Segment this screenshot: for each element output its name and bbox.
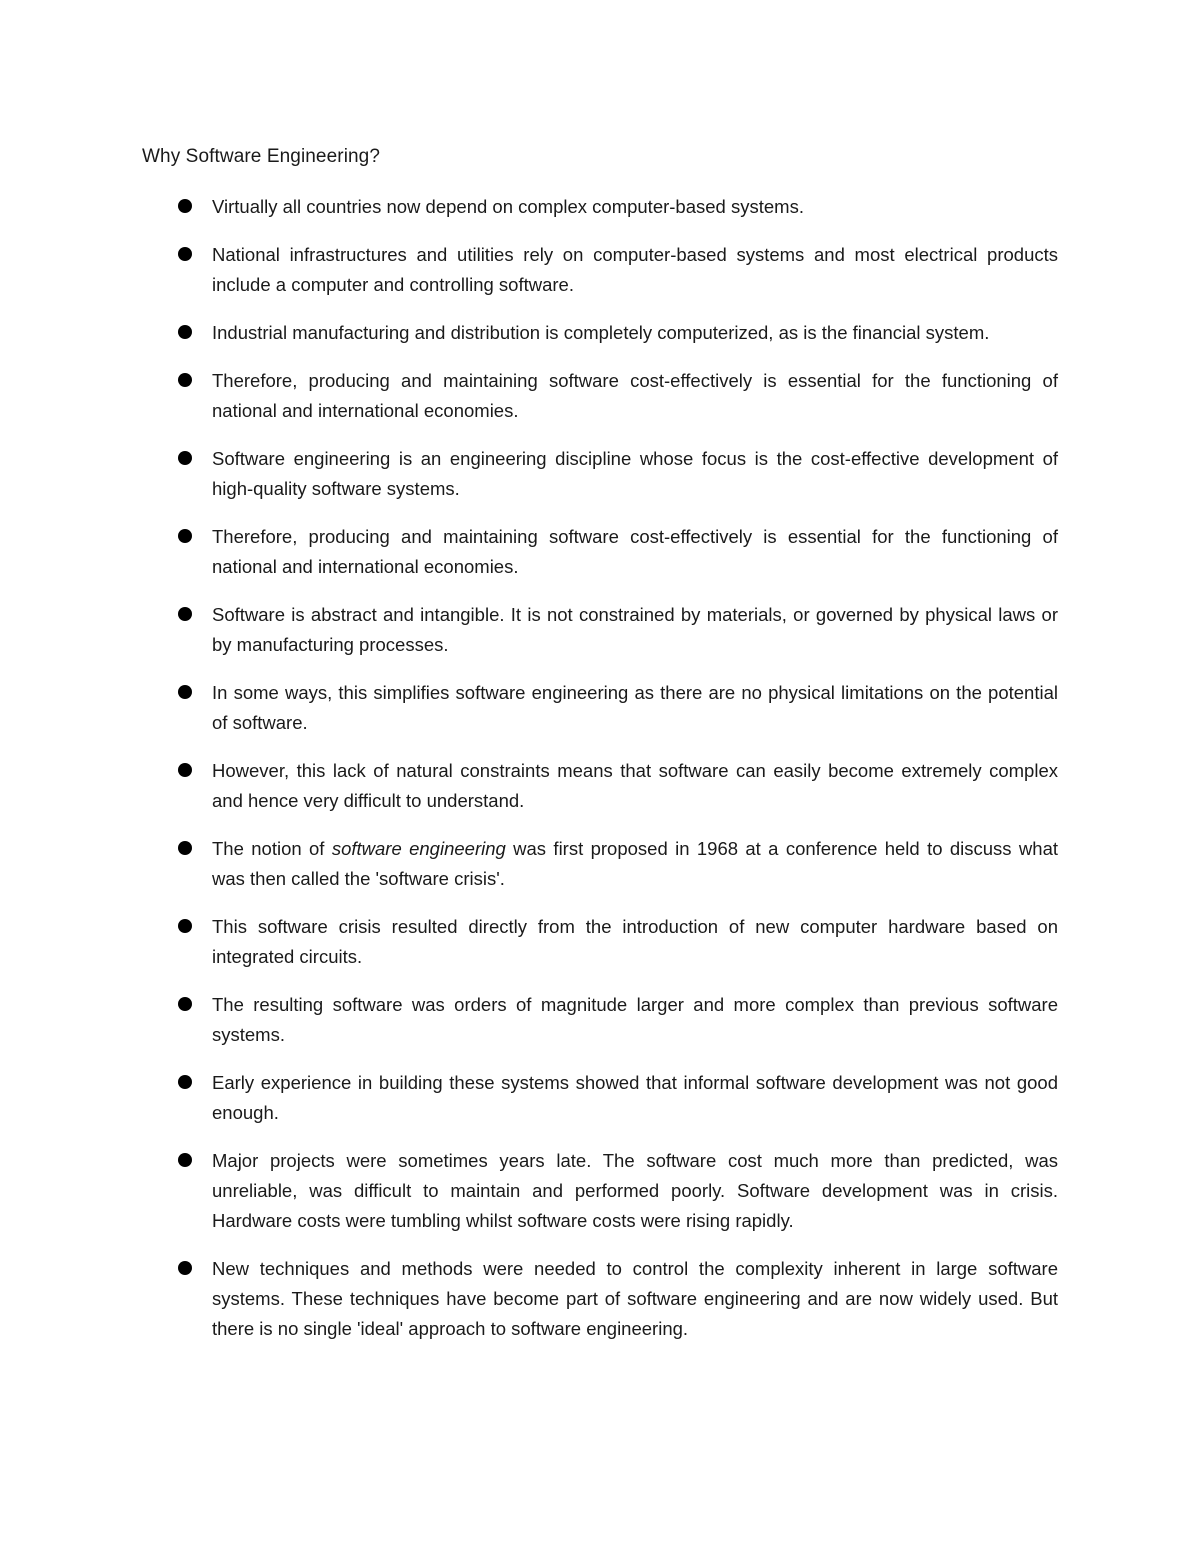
- bullet-text: Early experience in building these systems showed that informal software development was not good enough.: [212, 1072, 1058, 1123]
- bullet-text: In some ways, this simplifies software engineering as there are no physical limitations on the potential of software.: [212, 682, 1058, 733]
- list-item: [142, 756, 1058, 816]
- list-item: [142, 600, 1058, 660]
- bullet-text: Major projects were sometimes years late. The software cost much more than predicted, was unreliable, was difficult to maintain and performed poorly. Software development was in crisis. Hardware costs were tumbling whilst software costs were rising rapidly.: [212, 1150, 1058, 1231]
- list-item: [142, 678, 1058, 738]
- list-item: [142, 834, 1058, 894]
- bullet-text: [212, 834, 1058, 894]
- bullet-text: This software crisis resulted directly from the introduction of new computer hardware based on integrated circuits.: [212, 916, 1058, 967]
- list-item: [142, 1146, 1058, 1236]
- bullet-icon: [178, 325, 192, 339]
- bullet-text: Software is abstract and intangible. It is not constrained by materials, or governed by physical laws or by manufacturing processes.: [212, 604, 1058, 655]
- bullet-text: Industrial manufacturing and distribution is completely computerized, as is the financial system.: [212, 322, 990, 343]
- bullet-text-italic: software engineering: [331, 838, 506, 859]
- bullet-text: The resulting software was orders of magnitude larger and more complex than previous software systems.: [212, 994, 1058, 1045]
- bullet-icon: [178, 997, 192, 1011]
- list-item: [142, 1254, 1058, 1344]
- bullet-text: Therefore, producing and maintaining software cost-effectively is essential for the functioning of national and international economies.: [212, 370, 1058, 421]
- bullet-text: National infrastructures and utilities rely on computer-based systems and most electrical products include a computer and controlling software.: [212, 244, 1058, 295]
- bullet-icon: [178, 1153, 192, 1167]
- bullet-icon: [178, 763, 192, 777]
- bullet-text: Therefore, producing and maintaining software cost-effectively is essential for the functioning of national and international economies.: [212, 526, 1058, 577]
- list-item: [142, 444, 1058, 504]
- list-item: [142, 522, 1058, 582]
- list-item: [142, 1068, 1058, 1128]
- bullet-text: Software engineering is an engineering discipline whose focus is the cost-effective development of high-quality software systems.: [212, 448, 1058, 499]
- bullet-icon: [178, 1075, 192, 1089]
- bullet-icon: [178, 451, 192, 465]
- list-item: [142, 990, 1058, 1050]
- bullet-icon: [178, 199, 192, 213]
- bullet-list: [142, 192, 1058, 1362]
- bullet-text: New techniques and methods were needed to control the complexity inherent in large software systems. These techniques have become part of software engineering and are now widely used. But there is no single 'ideal' approach to software engineering.: [212, 1258, 1058, 1339]
- bullet-icon: [178, 529, 192, 543]
- list-item: [142, 240, 1058, 300]
- bullet-icon: [178, 841, 192, 855]
- bullet-text-before: The notion of: [212, 838, 332, 859]
- list-item: [142, 366, 1058, 426]
- bullet-icon: [178, 247, 192, 261]
- bullet-icon: [178, 919, 192, 933]
- list-item: [142, 192, 1058, 222]
- bullet-icon: [178, 373, 192, 387]
- bullet-text: However, this lack of natural constraints means that software can easily become extremely complex and hence very difficult to understand.: [212, 760, 1058, 811]
- bullet-icon: [178, 1261, 192, 1275]
- page-title: Why Software Engineering?: [142, 146, 381, 167]
- bullet-icon: [178, 607, 192, 621]
- list-item: [142, 912, 1058, 972]
- bullet-text: Virtually all countries now depend on complex computer-based systems.: [212, 196, 804, 217]
- bullet-icon: [178, 685, 192, 699]
- list-item: [142, 318, 1058, 348]
- bullet-text-after: was first proposed in 1968 at a conference held to discuss what was then called the 'software crisis'.: [212, 838, 1059, 889]
